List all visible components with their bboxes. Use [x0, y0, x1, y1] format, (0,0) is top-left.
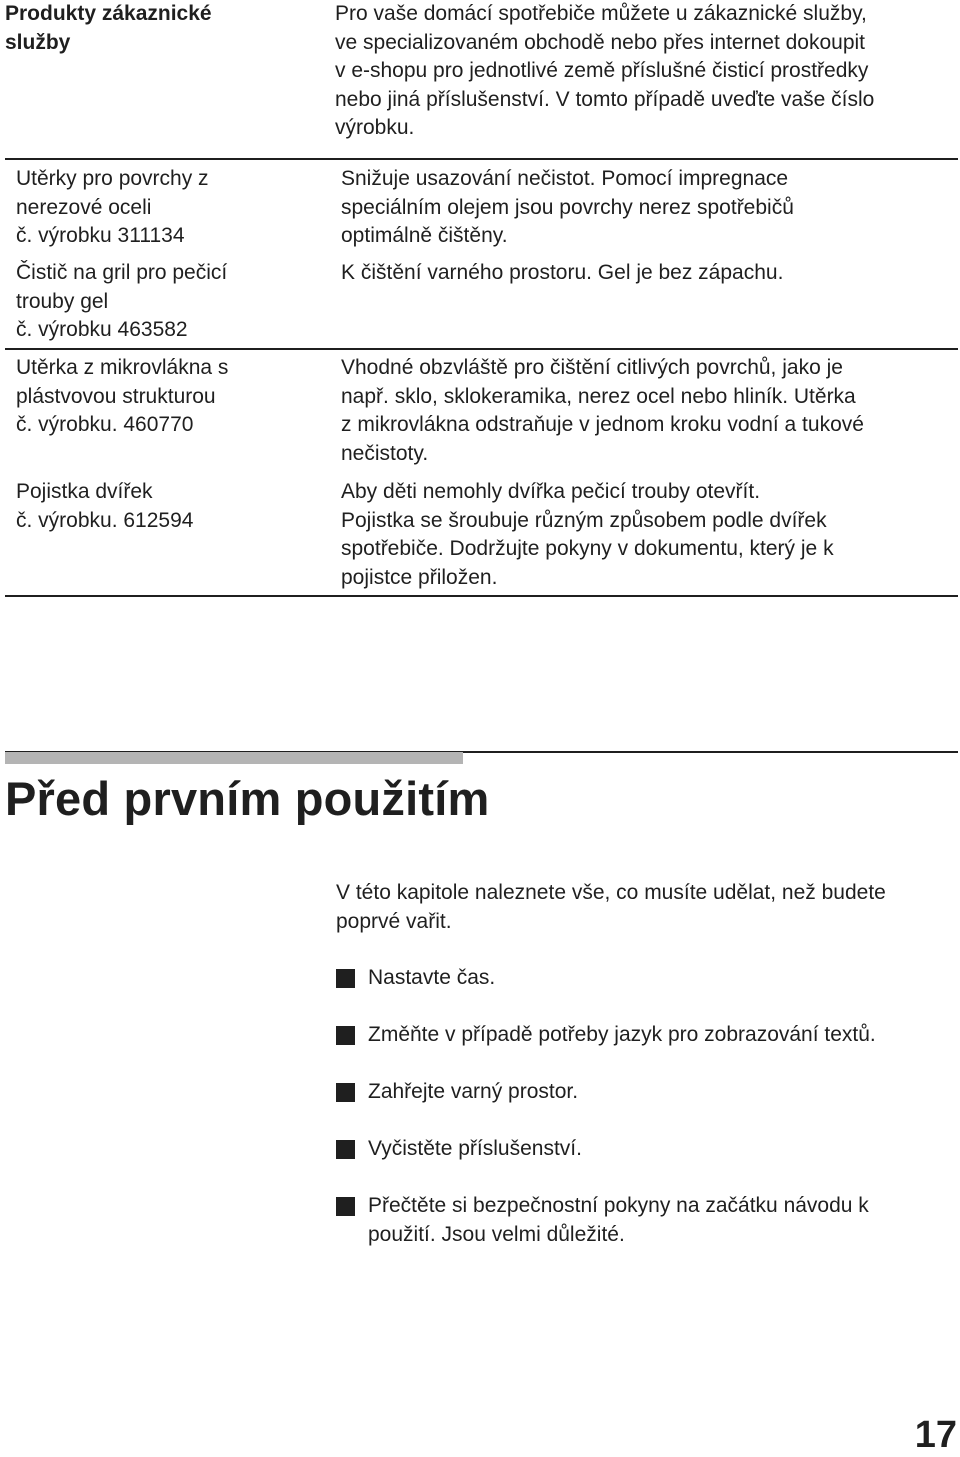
page-number: 17 — [914, 1414, 957, 1456]
table-row-divider — [5, 348, 958, 350]
square-bullet-icon — [336, 1140, 355, 1159]
table-bottom-divider — [5, 595, 958, 597]
product-name: Utěrky pro povrchy z nerezové oceli č. výrobku 311134 — [16, 167, 209, 247]
product-description: Aby děti nemohly dvířka pečicí trouby otevřít. Pojistka se šroubuje různým způsobem podle dvířek spotřebiče. Dodržujte pokyny v dokumentu, který je k pojistce přiložen. — [341, 480, 834, 589]
step-item: Nastavte čas. — [368, 966, 496, 989]
product-name: Utěrka z mikrovlákna s plástvovou strukturou č. výrobku. 460770 — [16, 356, 229, 436]
square-bullet-icon — [336, 1083, 355, 1102]
square-bullet-icon — [336, 1026, 355, 1045]
chapter-accent-bar — [5, 752, 463, 764]
chapter-title: Před prvním použitím — [5, 772, 490, 825]
square-bullet-icon — [336, 969, 355, 988]
section-intro: Pro vaše domácí spotřebiče můžete u zákaznické služby, ve specializovaném obchodě nebo přes internet dokoupit v e-shopu pro jednotlivé země příslušné čisticí prostředky nebo jiná příslušenství. V tomto případě uveďte vaše číslo výrobku. — [335, 2, 875, 139]
product-description: Vhodné obzvláště pro čištění citlivých povrchů, jako je např. sklo, sklokeramika, nerez ocel nebo hliník. Utěrka z mikrovlákna odstraňuje v jednom kroku vodní a tukové nečistoty. — [341, 356, 864, 465]
chapter-intro: V této kapitole naleznete vše, co musíte udělat, než budete poprvé vařit. — [336, 881, 886, 933]
step-item: Přečtěte si bezpečnostní pokyny na začátku návodu k použití. Jsou velmi důležité. — [368, 1194, 869, 1246]
product-name: Čistič na gril pro pečicí trouby gel č. výrobku 463582 — [16, 261, 228, 341]
step-item: Změňte v případě potřeby jazyk pro zobrazování textů. — [368, 1023, 876, 1046]
product-description: K čištění varného prostoru. Gel je bez zápachu. — [341, 261, 784, 284]
section-title: Produkty zákaznické služby — [5, 2, 212, 54]
square-bullet-icon — [336, 1197, 355, 1216]
product-name: Pojistka dvířek č. výrobku. 612594 — [16, 480, 194, 532]
table-top-divider — [5, 158, 958, 160]
product-description: Snižuje usazování nečistot. Pomocí impregnace speciálním olejem jsou povrchy nerez spotřebičů optimálně čištěny. — [341, 167, 794, 247]
step-item: Zahřejte varný prostor. — [368, 1080, 579, 1103]
step-item: Vyčistěte příslušenství. — [368, 1137, 582, 1160]
